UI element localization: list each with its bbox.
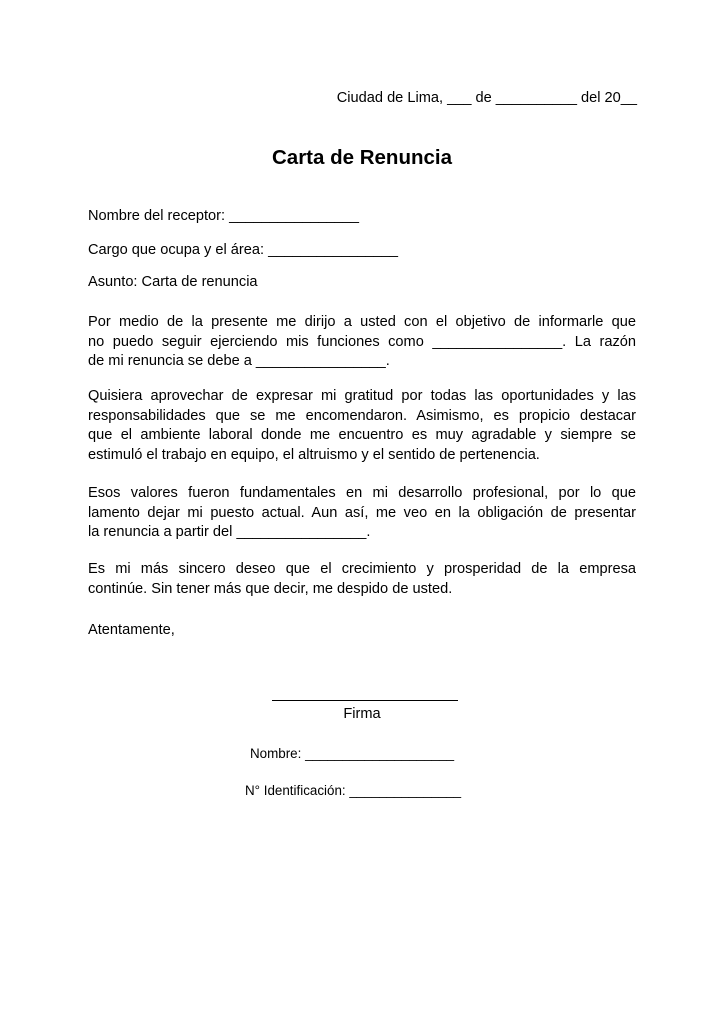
paragraph-line: Quisiera aprovechar de expresar mi gratitud por todas las oportunidades y las: [88, 388, 636, 404]
paragraph-values: [88, 484, 636, 543]
paragraph-farewell: [88, 560, 636, 599]
signature-line: [272, 700, 458, 701]
closing-text: Atentamente,: [88, 622, 175, 638]
paragraph-line: responsabilidades que se me encomendaron. Asimismo, es propicio destacar: [88, 407, 636, 424]
signature-label: Firma: [343, 706, 381, 722]
paragraph-line: estimuló el trabajo en equipo, el altruismo y el sentido de pertenencia.: [88, 446, 540, 463]
id-field: N° Identificación: _______________: [245, 783, 462, 798]
date-line: Ciudad de Lima, ___ de __________ del 20__: [336, 90, 637, 106]
position-field: Cargo que ocupa y el área: ________________: [88, 242, 398, 258]
paragraph-line: Por medio de la presente me dirijo a usted con el objetivo de informarle que: [88, 314, 636, 330]
name-field: Nombre: ____________________: [250, 746, 455, 761]
subject-line: Asunto: Carta de renuncia: [88, 274, 258, 290]
paragraph-line: lamento dejar mi puesto actual. Aun así, me veo en la obligación de presentar: [88, 504, 636, 521]
paragraph-line: la renuncia a partir del ________________.: [88, 524, 371, 540]
paragraph-line: no puedo seguir ejerciendo mis funciones como ________________. La razón: [88, 333, 636, 350]
letter-title: Carta de Renuncia: [272, 146, 452, 169]
paragraph-gratitude: [88, 387, 636, 465]
paragraph-line: que el ambiente laboral donde me encuentro es muy agradable y siempre se: [88, 427, 636, 443]
paragraph-line: de mi renuncia se debe a ________________.: [88, 353, 390, 369]
receiver-field: Nombre del receptor: ________________: [88, 208, 359, 224]
paragraph-line: Esos valores fueron fundamentales en mi desarrollo profesional, por lo que: [88, 485, 636, 501]
paragraph-intro: [88, 313, 636, 372]
paragraph-line: Es mi más sincero deseo que el crecimiento y prosperidad de la empresa: [88, 561, 636, 577]
paragraph-line: continúe. Sin tener más que decir, me despido de usted.: [88, 580, 453, 597]
